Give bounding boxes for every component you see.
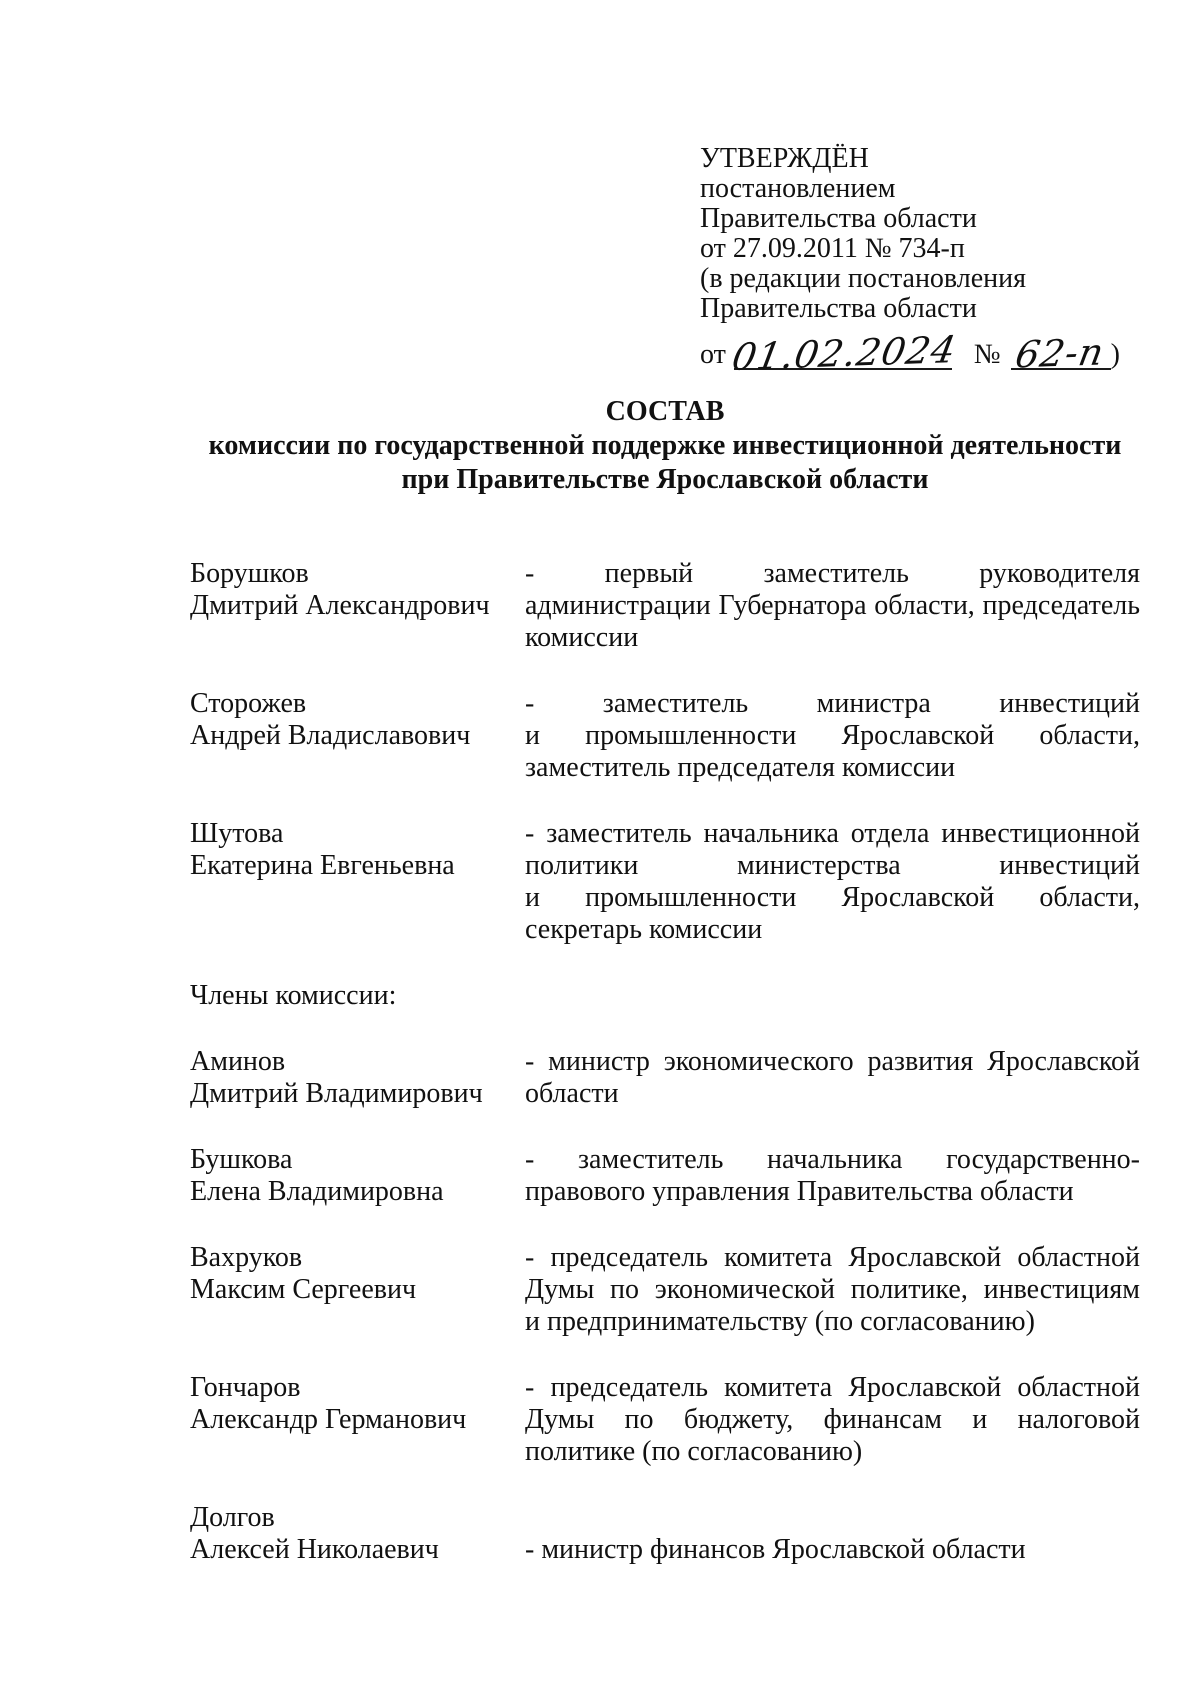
member-surname: Борушков xyxy=(190,558,309,589)
member-surname: Долгов xyxy=(190,1502,275,1533)
member-name xyxy=(190,688,525,784)
commission-row-vice-chairman xyxy=(190,688,1140,784)
title-word: СОСТАВ xyxy=(605,396,725,427)
handwritten-date: 01.02.2024 xyxy=(728,328,960,379)
approval-block xyxy=(700,143,1120,379)
members-section-label: Члены комиссии: xyxy=(190,980,397,1011)
member-position: - заместитель министра инвестиций и промышленности Ярославской области, заместитель председателя комиссии xyxy=(525,688,1140,783)
commission-row-member xyxy=(190,1242,1140,1338)
commission-row-member xyxy=(190,1372,1140,1468)
commission-row-member xyxy=(190,1144,1140,1208)
approval-revision-authority: Правительства области xyxy=(700,293,977,324)
document-title xyxy=(190,395,1140,497)
member-name xyxy=(190,558,525,654)
member-surname: Сторожев xyxy=(190,688,307,719)
revision-date-underline xyxy=(728,328,960,379)
member-given-names: Елена Владимировна xyxy=(190,1176,444,1207)
approval-by: постановлением xyxy=(700,173,896,204)
member-position: - председатель комитета Ярославской областной Думы по экономической политике, инвестициям и предпринимательству (по согласованию) xyxy=(525,1242,1140,1337)
member-given-names: Алексей Николаевич xyxy=(190,1534,439,1565)
member-name xyxy=(190,1144,525,1208)
revision-number-underline xyxy=(1011,330,1111,377)
approval-status: УТВЕРЖДЁН xyxy=(700,143,869,174)
commission-row-chairman xyxy=(190,558,1140,654)
member-name xyxy=(190,1046,525,1110)
approval-revision-intro: (в редакции постановления xyxy=(700,263,1027,294)
handwritten-number: 62-п xyxy=(1012,330,1108,377)
member-given-names: Андрей Владиславович xyxy=(190,720,471,751)
member-surname: Гончаров xyxy=(190,1372,301,1403)
member-name xyxy=(190,1502,525,1566)
member-name xyxy=(190,1372,525,1468)
member-position: - министр финансов Ярославской области xyxy=(525,1534,1026,1565)
revision-number-sign: № xyxy=(973,339,1001,370)
member-surname: Бушкова xyxy=(190,1144,293,1175)
member-position: - председатель комитета Ярославской областной Думы по бюджету, финансам и налоговой политике (по согласованию) xyxy=(525,1372,1140,1467)
commission-row-secretary xyxy=(190,818,1140,946)
commission-row-member xyxy=(190,1502,1140,1566)
title-subject: комиссии по государственной поддержке инвестиционной деятельности xyxy=(208,430,1122,461)
member-surname: Аминов xyxy=(190,1046,286,1077)
commission-row-member xyxy=(190,1046,1140,1110)
approval-original-ref: от 27.09.2011 № 734-п xyxy=(700,233,965,264)
approval-revision-ref xyxy=(700,324,1120,379)
member-given-names: Максим Сергеевич xyxy=(190,1274,417,1305)
member-position: - министр экономического развития Ярославской области xyxy=(525,1046,1140,1109)
member-position: - заместитель начальника отдела инвестиционной политики министерства инвестиций и промышленности Ярославской области, секретарь комиссии xyxy=(525,818,1140,945)
member-position: - первый заместитель руководителя администрации Губернатора области, председатель комиссии xyxy=(525,558,1140,653)
commission-list xyxy=(190,558,1140,1600)
member-given-names: Александр Германович xyxy=(190,1404,467,1435)
member-position: - заместитель начальника государственно-правового управления Правительства области xyxy=(525,1144,1140,1207)
member-name xyxy=(190,1242,525,1338)
title-authority: при Правительстве Ярославской области xyxy=(401,464,929,495)
member-name xyxy=(190,818,525,946)
member-given-names: Дмитрий Владимирович xyxy=(190,1078,483,1109)
member-surname: Шутова xyxy=(190,818,284,849)
approval-authority: Правительства области xyxy=(700,203,977,234)
member-given-names: Дмитрий Александрович xyxy=(190,590,490,621)
member-surname: Вахруков xyxy=(190,1242,303,1273)
revision-closing-paren: ) xyxy=(1110,339,1120,370)
member-given-names: Екатерина Евгеньевна xyxy=(190,850,455,881)
revision-date-prefix: от xyxy=(700,339,726,370)
